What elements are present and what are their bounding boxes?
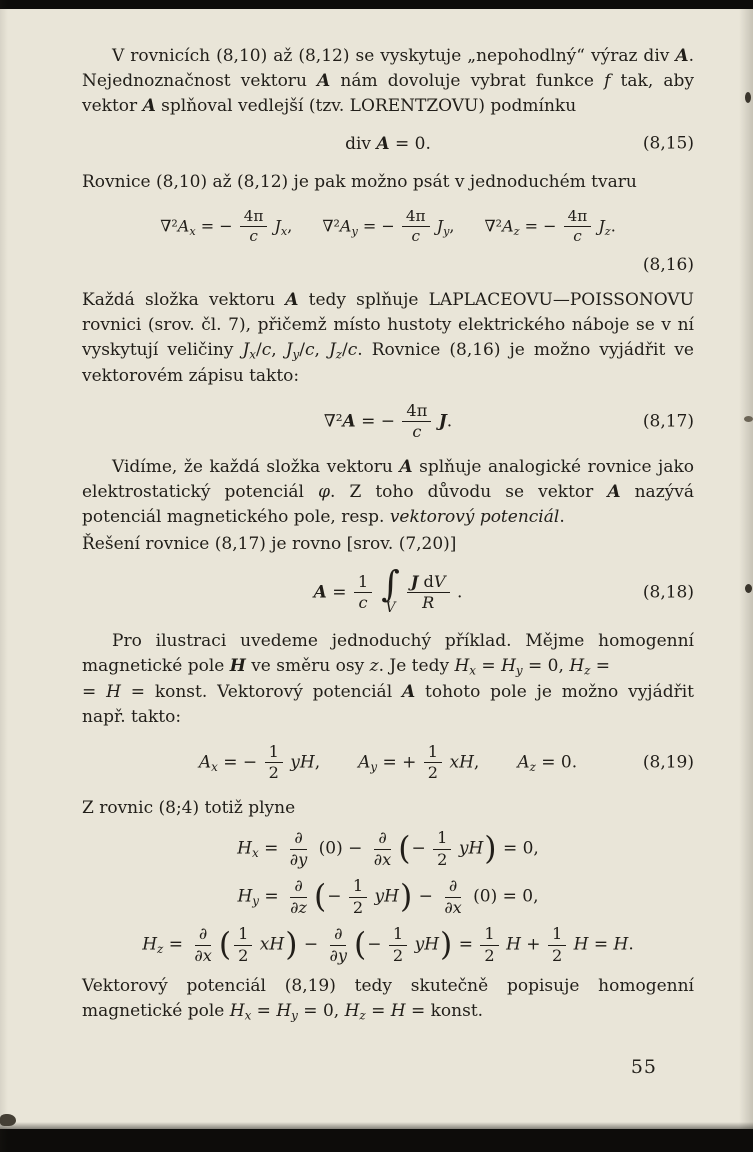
paragraph-kazda-slozka: Každá složka vektoru A tedy splňuje LAPLACEOVU—POISSONOVU rovnici (srov. čl. 7), přičemž místo hustoty elektrického náboje se v ní vyskytují veličiny $J_x/c$, $J_y/c$, $J_z/c$. Rovnice (8,16) je možno vyjádřit ve vektorovém zápisu takto: bbox=[82, 289, 695, 386]
scan-edge-bottom bbox=[0, 1129, 753, 1152]
paragraph-vidime: Vidíme, že každá složka vektoru A splňuje analogické rovnice jako elektrostatický potenciál φ. Z toho důvodu se vektor A nazývá potenciál magnetického pole, resp. vektorový potenciál. bbox=[82, 457, 694, 527]
page-number: 55 bbox=[630, 1056, 657, 1078]
paragraph-reseni: Řešení rovnice (8,17) je rovno [srov. (7,20)] bbox=[82, 533, 457, 554]
equation-body: $H_y$ = $\frac{\partial}{\partial z}$ (− $\frac{1}{2}$ yH) − $\frac{\partial}{\partial x}$ (0) = 0, bbox=[237, 876, 539, 917]
equation-hy bbox=[82, 877, 694, 917]
equation-8-19 bbox=[82, 743, 694, 783]
equation-8-16 bbox=[82, 208, 694, 246]
equation-body: ∇²A = − $\frac{4\pi}{c}$ J. bbox=[323, 400, 453, 442]
equation-body: $\nabla^2A_x$ = − $\frac{4\pi}{c}$ $J_x$, $\nabla^2A_y$ = − $\frac{4\pi}{c}$ $J_y$, $\nabla^2A_z$ = − $\frac{4\pi}{c}$ $J_z$. bbox=[160, 206, 616, 246]
equation-hx bbox=[82, 829, 694, 869]
equation-body: div A = 0. bbox=[345, 133, 431, 154]
equation-8-15 bbox=[82, 132, 694, 157]
scan-speck bbox=[744, 416, 753, 422]
scan-edge-top bbox=[0, 0, 753, 9]
equation-body: $A_x$ = − $\frac{1}{2}$ yH, $A_y$ = + $\frac{1}{2}$ xH, $A_z = 0$. bbox=[198, 741, 578, 783]
equation-number: (8,17) bbox=[642, 411, 694, 432]
scan-speck bbox=[745, 92, 751, 103]
equation-number: (8,15) bbox=[642, 133, 694, 154]
equation-8-18 bbox=[82, 563, 694, 617]
scan-speck bbox=[0, 1114, 16, 1126]
equation-8-17 bbox=[82, 402, 694, 442]
paragraph-intro: V rovnicích (8,10) až (8,12) se vyskytuje „nepohodlný“ výraz div A. Nejednoznačnost vektoru A nám dovoluje vybrat funkce f tak, aby vektor A splňoval vedlejší (tzv. LORENTZOVU) podmínku bbox=[82, 46, 694, 116]
equation-hz bbox=[82, 925, 694, 965]
equation-number: (8,16) bbox=[642, 254, 694, 275]
paragraph-rovnice: Rovnice (8,10) až (8,12) je pak možno psát v jednoduchém tvaru bbox=[82, 171, 637, 192]
paragraph-pro-ilustraci: Pro ilustraci uvedeme jednoduchý příklad. Mějme homogenní magnetické pole H ve směru osy z. Je tedy $H_x = H_y = 0$, $H_z$ = = H = konst. Vektorový potenciál A tohoto pole je možno vyjádřit např. takto: bbox=[82, 630, 694, 727]
page-content bbox=[82, 44, 694, 1025]
equation-body: $H_z$ = $\frac{\partial}{\partial x}$ ( $\frac{1}{2}$ xH) − $\frac{\partial}{\partial y}$ (− $\frac{1}{2}$ yH) = $\frac{1}{2}$ H + $\frac{1}{2}$ H = H. bbox=[142, 924, 634, 965]
equation-number: (8,19) bbox=[642, 752, 694, 773]
equation-number: (8,18) bbox=[642, 582, 694, 603]
paragraph-zaver: Vektorový potenciál (8,19) tedy skutečně popisuje homogenní magnetické pole $H_x = H_y = 0$, $H_z = H$ = konst. bbox=[82, 975, 694, 1023]
equation-body: A = $\frac{1}{c}$ ∫ V $\frac{\text{J dV}}{R}$ . bbox=[313, 563, 463, 617]
paragraph-z-rovnic: Z rovnic (8;4) totiž plyne bbox=[82, 798, 296, 819]
scan-speck bbox=[745, 584, 752, 593]
equation-body: $H_x$ = $\frac{\partial}{\partial y}$ (0) − $\frac{\partial}{\partial x}$ (− $\frac{1}{2}$ yH) = 0, bbox=[237, 828, 539, 869]
